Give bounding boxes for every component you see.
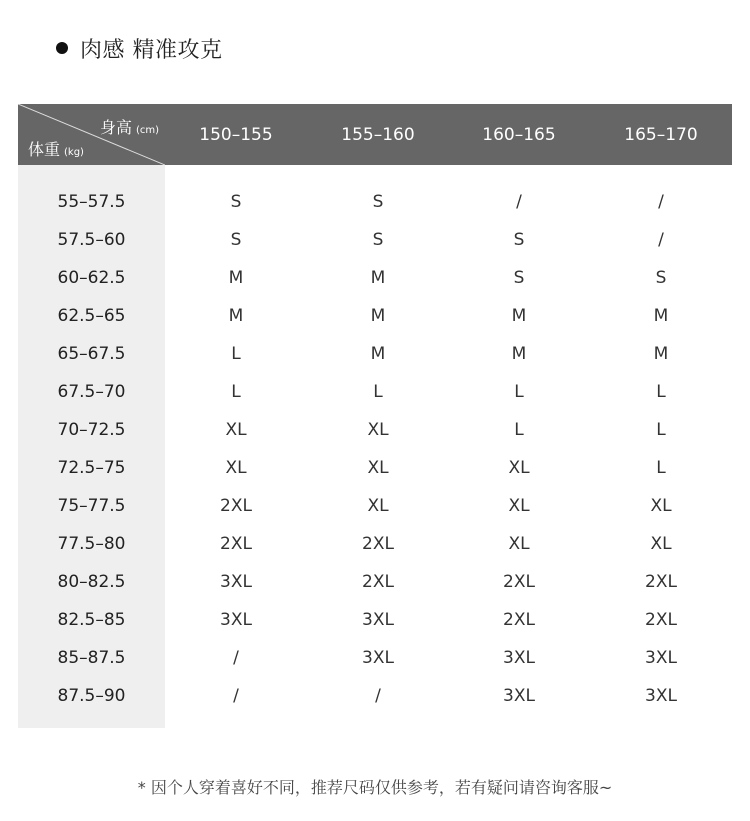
- size-cell: XL: [650, 534, 672, 554]
- size-cell: S: [230, 230, 242, 250]
- size-cell: 3XL: [220, 610, 252, 630]
- section-heading: [56, 33, 223, 63]
- weight-range-label: 87.5–90: [57, 686, 126, 706]
- size-cell: L: [231, 382, 241, 402]
- size-cell: S: [372, 230, 384, 250]
- size-cell: M: [370, 344, 386, 364]
- size-cell: L: [373, 382, 383, 402]
- size-cell: L: [514, 382, 524, 402]
- size-cell: XL: [508, 534, 530, 554]
- size-cell: 3XL: [645, 648, 677, 668]
- size-cell: /: [658, 230, 664, 250]
- size-cell: /: [516, 192, 522, 212]
- size-cell: 2XL: [503, 610, 535, 630]
- size-table-header: [18, 104, 732, 165]
- size-cell: XL: [225, 458, 247, 478]
- size-cell: L: [514, 420, 524, 440]
- weight-range-label: 80–82.5: [57, 572, 126, 592]
- size-cell: M: [370, 306, 386, 326]
- weight-range-label: 77.5–80: [57, 534, 126, 554]
- bullet-icon: [56, 42, 68, 54]
- size-cell: 2XL: [362, 572, 394, 592]
- height-range-header: 155–160: [341, 124, 415, 145]
- size-cell: S: [230, 192, 242, 212]
- size-cell: XL: [367, 458, 389, 478]
- size-cell: S: [513, 230, 525, 250]
- weight-column: [18, 165, 165, 728]
- size-cell: S: [655, 268, 667, 288]
- size-cell: /: [658, 192, 664, 212]
- weight-range-label: 60–62.5: [57, 268, 126, 288]
- height-range-header: 150–155: [199, 124, 273, 145]
- weight-range-label: 70–72.5: [57, 420, 126, 440]
- size-cell: XL: [367, 420, 389, 440]
- size-cell: 2XL: [220, 496, 252, 516]
- size-cell: 2XL: [645, 610, 677, 630]
- size-cell: /: [375, 686, 381, 706]
- weight-range-label: 82.5–85: [57, 610, 126, 630]
- weight-range-label: 85–87.5: [57, 648, 126, 668]
- size-cell: M: [228, 306, 244, 326]
- size-cell: XL: [225, 420, 247, 440]
- size-cell: XL: [508, 458, 530, 478]
- weight-range-label: 55–57.5: [57, 192, 126, 212]
- height-axis-label: 身高 (cm): [99, 118, 159, 137]
- size-cell: 2XL: [220, 534, 252, 554]
- size-cell: 3XL: [645, 686, 677, 706]
- weight-range-label: 67.5–70: [57, 382, 126, 402]
- size-cell: L: [656, 382, 666, 402]
- size-cell: 2XL: [503, 572, 535, 592]
- size-cell: L: [656, 420, 666, 440]
- weight-range-label: 57.5–60: [57, 230, 126, 250]
- weight-range-label: 75–77.5: [57, 496, 126, 516]
- size-cell: 3XL: [503, 648, 535, 668]
- weight-range-label: 65–67.5: [57, 344, 126, 364]
- size-cell: /: [233, 686, 239, 706]
- corner-cell: [18, 104, 165, 165]
- size-cell: 3XL: [362, 610, 394, 630]
- size-cell: XL: [508, 496, 530, 516]
- weight-range-label: 62.5–65: [57, 306, 126, 326]
- size-cell: L: [231, 344, 241, 364]
- size-cell: M: [511, 344, 527, 364]
- size-cell: S: [372, 192, 384, 212]
- size-cell: M: [511, 306, 527, 326]
- size-cell: 3XL: [503, 686, 535, 706]
- size-cell: 3XL: [220, 572, 252, 592]
- size-cell: M: [653, 306, 669, 326]
- size-cell: 2XL: [645, 572, 677, 592]
- size-cell: /: [233, 648, 239, 668]
- height-range-header: 165–170: [624, 124, 698, 145]
- weight-axis-label: 体重 (kg): [28, 140, 84, 159]
- size-cell: S: [513, 268, 525, 288]
- size-cell: M: [653, 344, 669, 364]
- size-cell: XL: [650, 496, 672, 516]
- size-cell: 3XL: [362, 648, 394, 668]
- height-range-header: 160–165: [482, 124, 556, 145]
- weight-range-label: 72.5–75: [57, 458, 126, 478]
- section-title: 肉感 精准攻克: [80, 37, 223, 63]
- size-cell: M: [370, 268, 386, 288]
- size-cell: XL: [367, 496, 389, 516]
- size-cell: L: [656, 458, 666, 478]
- size-cell: 2XL: [362, 534, 394, 554]
- size-cell: M: [228, 268, 244, 288]
- footnote: * 因个人穿着喜好不同，推荐尺码仅供参考，若有疑问请咨询客服~: [137, 778, 613, 797]
